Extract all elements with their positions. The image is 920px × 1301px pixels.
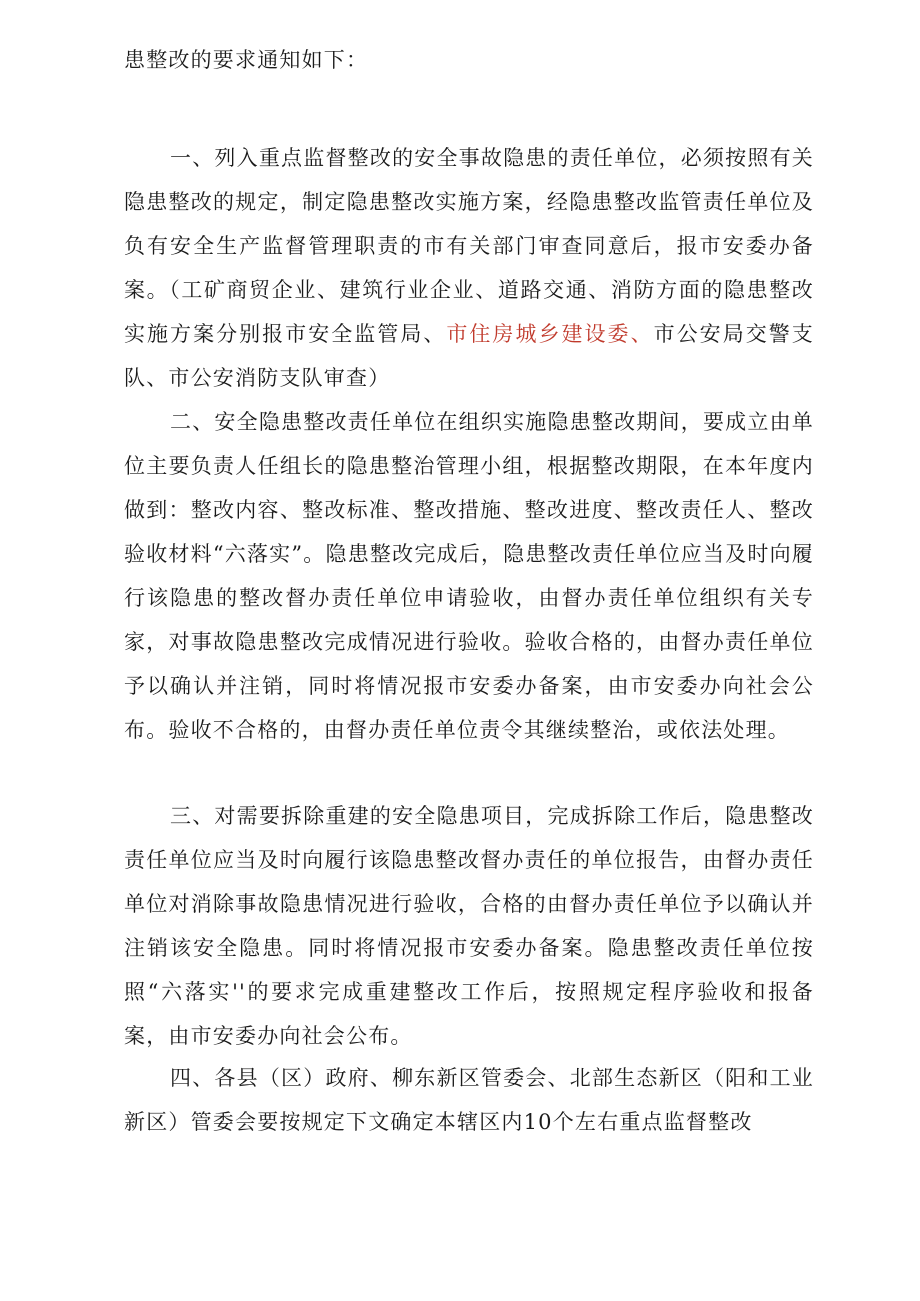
paragraph-1-text-before: 一、列入重点监督整改的安全事故隐患的责任单位，必须按照有关隐患整改的规定，制定隐患整改实施方案，经隐患整改监管责任单位及负有安全生产监督管理职责的市有关部门审查同意后，报市安委办备案。（工矿商贸企业、建筑行业企业、道路交通、消防方面的隐患整改实施方案分别报市安全监管局、 [124,146,814,346]
paragraph-3: 三、对需要拆除重建的安全隐患项目，完成拆除工作后，隐患整改责任单位应当及时向履行该隐患整改督办责任的单位报告，由督办责任单位对消除事故隐患情况进行验收，合格的由督办责任单位予以确认并注销该安全隐患。同时将情况报市安委办备案。隐患整改责任单位按照“六落实''的要求完成重建整改工作后，按照规定程序验收和报备案，由市安委办向社会公布。 [124,804,814,1048]
paragraph-1-highlight: 市住房城乡建设委、 [446,322,654,346]
paragraph-1-text-after: 市公安局交警支队、市公安消防支队审查） [124,322,814,390]
paragraph-4: 四、各县（区）政府、柳东新区管委会、北部生态新区（阳和工业新区）管委会要按规定下文确定本辖区内10个左右重点监督整改 [124,1066,814,1134]
paragraph-1 [124,136,814,400]
paragraph-2: 二、安全隐患整改责任单位在组织实施隐患整改期间，要成立由单位主要负责人任组长的隐患整治管理小组，根据整改期限，在本年度内做到：整改内容、整改标准、整改措施、整改进度、整改责任人、整改验收材料“六落实”。隐患整改完成后，隐患整改责任单位应当及时向履行该隐患的整改督办责任单位申请验收，由督办责任单位组织有关专家，对事故隐患整改完成情况进行验收。验收合格的，由督办责任单位予以确认并注销，同时将情况报市安委办备案，由市安委办向社会公布。验收不合格的，由督办责任单位责令其继续整治，或依法处理。 [124,410,814,742]
intro-line: 患整改的要求通知如下： [124,48,369,72]
